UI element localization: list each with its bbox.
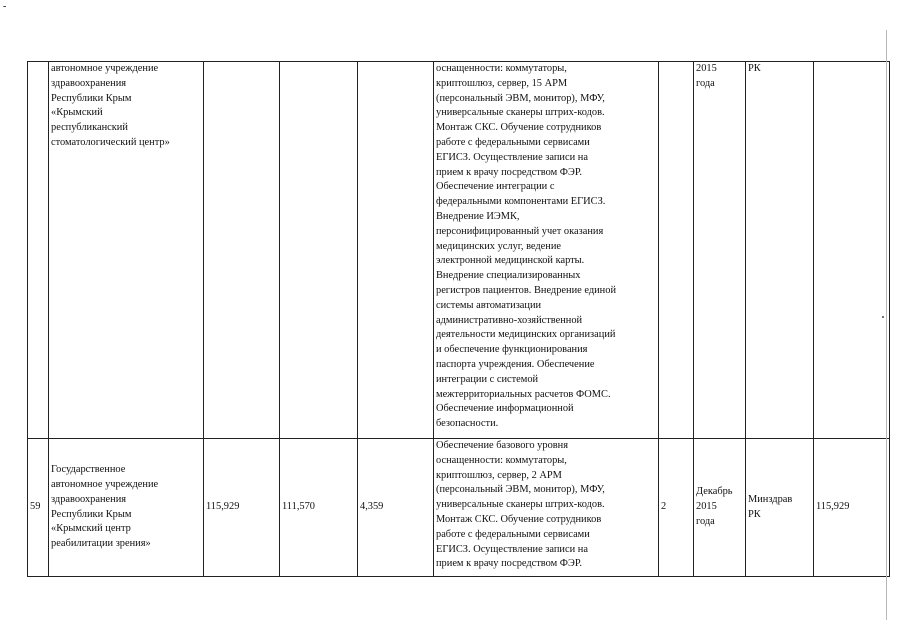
text-line: Республики Крым (51, 508, 132, 520)
regional-amount-cell (358, 62, 434, 439)
text-line: медицинских услуг, ведение (436, 240, 562, 252)
text-line: Республики Крым (51, 92, 132, 104)
text-line: года (696, 515, 715, 527)
text-line: федеральными компонентами ЕГИСЗ. (436, 196, 606, 208)
term-cell (694, 439, 746, 577)
total-amount-cell: 115,929 (204, 439, 280, 577)
term-lines (696, 62, 743, 92)
text-line: административно-хозяйственной (436, 314, 583, 326)
federal-amount-cell (280, 62, 358, 439)
text-line: Внедрение ИЭМК, (436, 210, 520, 222)
text-line: Минздрав (748, 493, 793, 505)
text-line: (персональный ЭВМ, монитор), МФУ, (436, 92, 605, 104)
sum-cell (814, 62, 890, 439)
text-line: автономное учреждение (51, 478, 159, 490)
quantity-cell: 2 (659, 439, 694, 577)
organization-lines (51, 463, 201, 552)
text-line: деятельности медицинских организаций (436, 329, 616, 341)
text-line: 2015 (696, 501, 717, 513)
text-line: здравоохранения (51, 493, 127, 505)
text-line: стоматологический центр» (51, 136, 170, 148)
text-line: оснащенности: коммутаторы, (436, 454, 567, 466)
executor-lines (748, 493, 811, 523)
text-line: криптошлюз, сервер, 15 АРМ (436, 77, 568, 89)
text-line: персонифицированный учет оказания (436, 225, 604, 237)
text-line: РК (748, 508, 761, 520)
text-line: регистров пациентов. Внедрение единой (436, 284, 616, 296)
executor-lines (748, 62, 811, 77)
text-line: автономное учреждение (51, 63, 159, 74)
document-table (27, 61, 890, 577)
text-line: РК (748, 63, 761, 74)
text-line: интеграции с системой (436, 373, 539, 385)
text-line: Внедрение специализированных (436, 270, 581, 282)
row-number-cell (28, 62, 49, 439)
text-line: Монтаж СКС. Обучение сотрудников (436, 513, 602, 525)
executor-cell (746, 439, 814, 577)
executor-cell (746, 62, 814, 439)
table-row (28, 439, 890, 577)
text-line: работе с федеральными сервисами (436, 136, 590, 148)
text-line: «Крымский (51, 107, 103, 119)
table-row (28, 62, 890, 439)
text-line: паспорта учреждения. Обеспечение (436, 358, 595, 370)
text-line: межтерриториальных расчетов ФОМС. (436, 388, 611, 400)
text-line: Обеспечение базового уровня (436, 440, 569, 451)
text-line: реабилитации зрения» (51, 538, 151, 550)
text-line: здравоохранения (51, 77, 127, 89)
regional-amount-cell: 4,359 (358, 439, 434, 577)
text-line: оснащенности: коммутаторы, (436, 63, 567, 74)
text-line: (персональный ЭВМ, монитор), МФУ, (436, 484, 605, 496)
text-line: электронной медицинской карты. (436, 255, 585, 267)
text-line: республиканский (51, 122, 128, 134)
works-description-cell (434, 439, 659, 577)
text-line: безопасности. (436, 418, 499, 430)
text-line: года (696, 77, 715, 89)
text-line: работе с федеральными сервисами (436, 528, 590, 540)
text-line: Декабрь (696, 486, 733, 498)
text-line: универсальные сканеры штрих-кодов. (436, 107, 605, 119)
text-line: Обеспечение информационной (436, 403, 574, 415)
text-line: ЕГИСЗ. Осуществление записи на (436, 151, 588, 163)
works-lines (436, 439, 656, 572)
text-line: Государственное (51, 464, 126, 476)
page-edge-line (886, 30, 887, 620)
sum-cell: 115,929 (814, 439, 890, 577)
organization-cell (49, 62, 204, 439)
text-line: «Крымский центр (51, 523, 131, 535)
total-amount-cell (204, 62, 280, 439)
text-line: прием к врачу посредством ФЭР. (436, 558, 582, 570)
term-cell (694, 62, 746, 439)
text-line: Монтаж СКС. Обучение сотрудников (436, 122, 602, 134)
works-lines (436, 62, 656, 432)
text-line: ЕГИСЗ. Осуществление записи на (436, 543, 588, 555)
text-line: Обеспечение интеграции с (436, 181, 555, 193)
text-line: 2015 (696, 63, 717, 74)
text-line: универсальные сканеры штрих-кодов. (436, 499, 605, 511)
organization-cell (49, 439, 204, 577)
organization-lines (51, 62, 201, 151)
row-number-cell: 59 (28, 439, 49, 577)
scan-mark: - (3, 1, 7, 12)
term-lines (696, 485, 743, 529)
text-line: прием к врачу посредством ФЭР. (436, 166, 582, 178)
quantity-cell (659, 62, 694, 439)
text-line: системы автоматизации (436, 299, 542, 311)
scan-speck (882, 316, 884, 318)
federal-amount-cell: 111,570 (280, 439, 358, 577)
text-line: и обеспечение функционирования (436, 344, 588, 356)
works-description-cell (434, 62, 659, 439)
text-line: криптошлюз, сервер, 2 АРМ (436, 469, 562, 481)
